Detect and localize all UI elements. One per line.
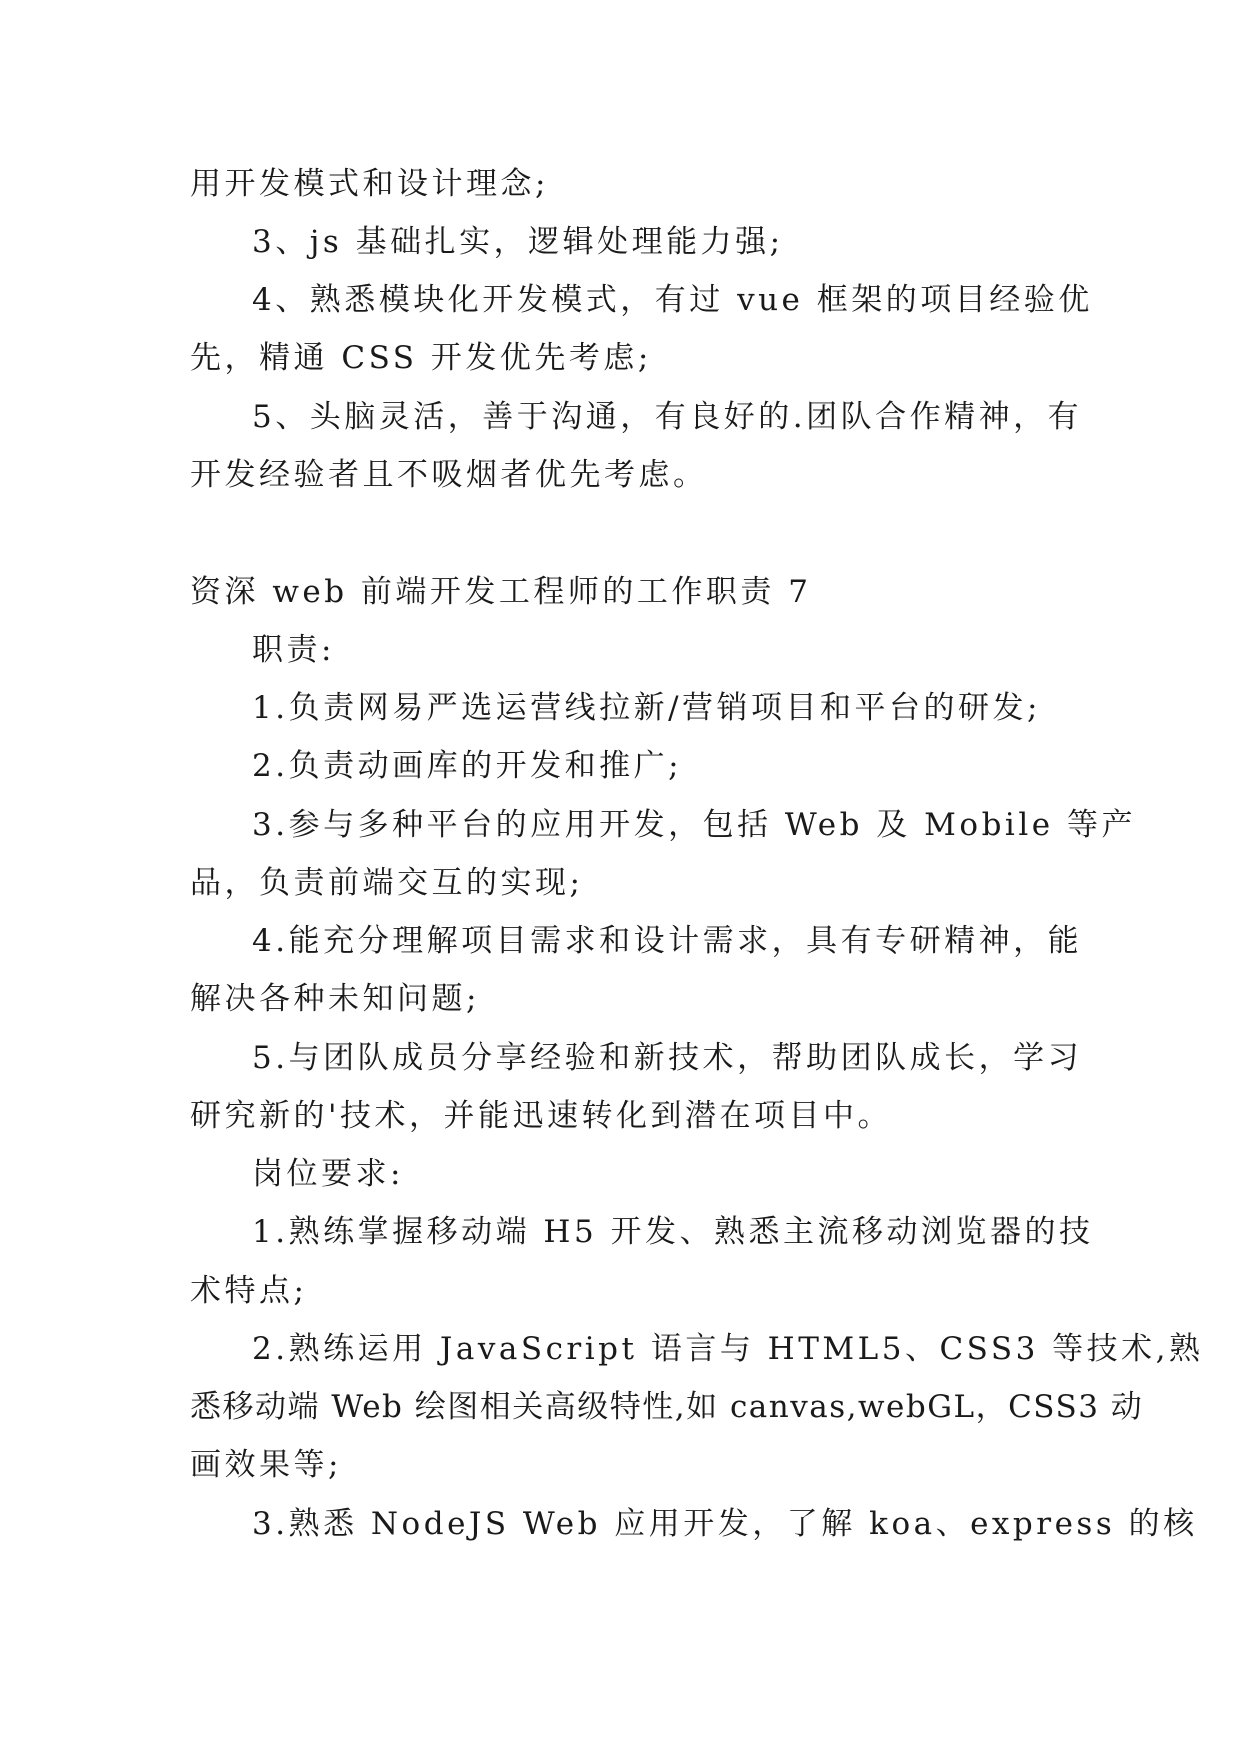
- paragraph-line: 术特点;: [190, 1273, 308, 1309]
- paragraph-line: 品，负责前端交互的实现;: [190, 865, 584, 901]
- paragraph-line: 用开发模式和设计理念;: [190, 166, 549, 202]
- paragraph-line: 解决各种未知问题;: [190, 981, 480, 1017]
- paragraph-line: 3.参与多种平台的应用开发，包括 Web 及 Mobile 等产: [252, 807, 1136, 843]
- paragraph-line: 先，精通 CSS 开发优先考虑;: [190, 340, 652, 376]
- paragraph-line: 画效果等;: [190, 1447, 342, 1483]
- subheading-duties: 职责:: [252, 632, 335, 668]
- paragraph-line: 1.负责网易严选运营线拉新/营销项目和平台的研发;: [252, 690, 1041, 726]
- section-heading: 资深 web 前端开发工程师的工作职责 7: [190, 574, 812, 610]
- paragraph-line: 2.负责动画库的开发和推广;: [252, 748, 683, 784]
- subheading-requirements: 岗位要求:: [252, 1156, 404, 1192]
- paragraph-line: 3、js 基础扎实，逻辑处理能力强;: [252, 224, 784, 260]
- paragraph-line: 4.能充分理解项目需求和设计需求，具有专研精神，能: [252, 923, 1083, 959]
- paragraph-line: 3.熟悉 NodeJS Web 应用开发，了解 koa、express 的核: [252, 1506, 1198, 1542]
- paragraph-line: 4、熟悉模块化开发模式，有过 vue 框架的项目经验优: [252, 282, 1093, 318]
- paragraph-line: 开发经验者且不吸烟者优先考虑。: [190, 457, 708, 493]
- paragraph-line: 研究新的'技术，并能迅速转化到潜在项目中。: [190, 1098, 893, 1134]
- paragraph-line: 5、头脑灵活，善于沟通，有良好的.团队合作精神，有: [252, 399, 1083, 435]
- paragraph-line: 2.熟练运用 JavaScript 语言与 HTML5、CSS3 等技术,熟: [252, 1331, 1204, 1367]
- paragraph-line: 5.与团队成员分享经验和新技术，帮助团队成长，学习: [252, 1040, 1083, 1076]
- paragraph-line: 1.熟练掌握移动端 H5 开发、熟悉主流移动浏览器的技: [252, 1214, 1094, 1250]
- paragraph-line: 悉移动端 Web 绘图相关高级特性,如 canvas,webGL，CSS3 动: [190, 1389, 1144, 1425]
